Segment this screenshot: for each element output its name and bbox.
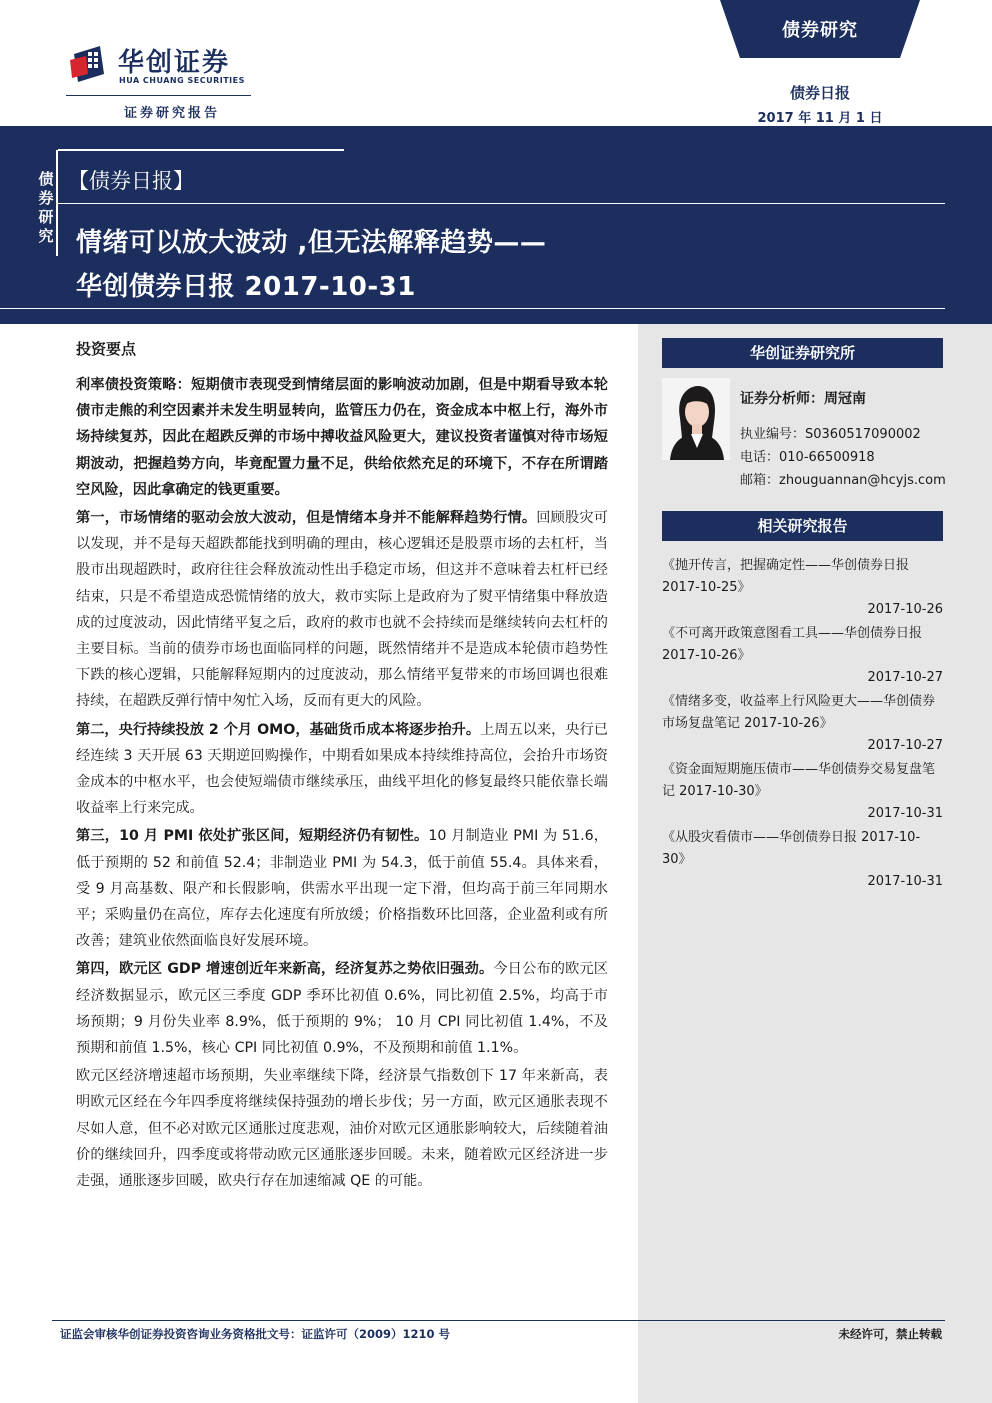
brand-name-en: HUA CHUANG SECURITIES bbox=[119, 76, 245, 85]
list-item[interactable] bbox=[662, 759, 943, 825]
list-item[interactable] bbox=[662, 827, 943, 893]
header-badge: 债券研究 bbox=[782, 20, 858, 41]
related-report-title[interactable]: 《从股灾看债市——华创债券日报 2017-10-30》 bbox=[662, 830, 921, 867]
banner-separator bbox=[58, 203, 945, 204]
footer-license-note: 证监会审核华创证券投资咨询业务资格批文号：证监许可（2009）1210 号 bbox=[60, 1327, 451, 1341]
brand-name-cn: 华创证券 bbox=[118, 48, 231, 78]
related-report-date: 2017-10-27 bbox=[867, 738, 943, 753]
analyst-photo bbox=[662, 378, 730, 460]
banner-bottom-line bbox=[0, 308, 945, 309]
list-item[interactable] bbox=[662, 691, 943, 757]
analyst-name: 证券分析师：周冠南 bbox=[740, 391, 866, 407]
analyst-phone: 电话：010-66500918 bbox=[740, 450, 875, 465]
related-reports-list bbox=[662, 555, 943, 895]
logo-mark-icon bbox=[66, 44, 110, 88]
paragraph bbox=[76, 956, 608, 1061]
institute-heading: 华创证券研究所 bbox=[662, 338, 943, 368]
paragraph bbox=[76, 1063, 608, 1194]
footer-copyright: 未经许可，禁止转载 bbox=[838, 1327, 942, 1341]
banner-top-line bbox=[58, 149, 344, 151]
related-report-title[interactable]: 《资金面短期施压债市——华创债券交易复盘笔记 2017-10-30》 bbox=[662, 762, 936, 799]
list-item[interactable] bbox=[662, 623, 943, 689]
logo-divider bbox=[66, 95, 251, 96]
paragraph-text: 今日公布的欧元区经济数据显示，欧元区三季度 GDP 季环比初值 0.6%，同比初值 2.5%，均高于市场预期；9 月份失业率 8.9%，低于预期的 9%； 10 月 CPI 同比初值 1.4%，不及预期和前值 1.5%，核心 CPI 同比初值 0.9%，不及预期和前值 1.1%。 bbox=[76, 961, 608, 1057]
related-report-date: 2017-10-27 bbox=[867, 670, 943, 685]
paragraph-text: 回顾股灾可以发现，并不是每天超跌都能找到明确的理由，核心逻辑还是股票市场的去杠杆，当股市出现超跌时，政府往往会释放流动性出手稳定市场，但这并不意味着去杠杆已经结束，只是不希望造成恐慌情绪的放大，救市实际上是政府为了熨平情绪集中释放造成的过度波动，因此情绪平复之后，政府的救市也就不会持续而是继续转向去杠杆的主要目标。当前的债券市场也面临同样的问题，既然情绪并不是造成本轮债市趋势性下跌的核心逻辑，只能解释短期内的过度波动，那么情绪平复带来的市场回调也很难持续，在超跌反弹行情中匆忙入场，反而有更大的风险。 bbox=[76, 510, 608, 710]
banner-category-label: 【债券日报】 bbox=[68, 169, 194, 193]
paragraph-lead: 第一，市场情绪的驱动会放大波动，但是情绪本身并不能解释趋势行情。 bbox=[76, 510, 537, 527]
section-title: 投资要点 bbox=[76, 340, 137, 358]
related-report-date: 2017-10-31 bbox=[867, 874, 943, 889]
paragraph-text: 欧元区经济增速超市场预期，失业率继续下降，经济景气指数创下 17 年来新高，表明欧元区经在今年四季度将继续保持强劲的增长步伐；另一方面，欧元区通胀表现不尽如人意，但不必对欧元区通胀过度悲观，油价对欧元区通胀影响较大，后续随着油价的继续回升，四季度或将带动欧元区通胀逐步回暖。未来，随着欧元区经济进一步走强，通胀逐步回暖，欧央行存在加速缩减 QE 的可能。 bbox=[76, 1068, 608, 1190]
paragraph-lead: 第三，10 月 PMI 依处扩张区间，短期经济仍有韧性。 bbox=[76, 828, 429, 845]
report-body bbox=[76, 372, 608, 1196]
company-logo bbox=[66, 40, 266, 96]
analyst-license: 执业编号：S0360517090002 bbox=[740, 427, 921, 442]
analyst-email: 邮箱：zhouguannan@hcyjs.com bbox=[740, 473, 946, 488]
related-report-title[interactable]: 《抛开传言，把握确定性——华创债券日报 2017-10-25》 bbox=[662, 558, 910, 595]
paragraph bbox=[76, 372, 608, 503]
banner-vertical-label: 债券研究 bbox=[38, 170, 54, 245]
report-type: 债券日报 bbox=[789, 84, 850, 102]
related-reports-heading: 相关研究报告 bbox=[662, 511, 943, 541]
paragraph bbox=[76, 717, 608, 822]
report-title-line2: 华创债券日报 2017-10-31 bbox=[76, 272, 416, 302]
brand-subtitle: 证券研究报告 bbox=[124, 106, 221, 121]
paragraph-text: 10 月制造业 PMI 为 51.6，低于预期的 52 和前值 52.4；非制造业 PMI 为 54.3，低于前值 55.4。具体来看，受 9 月高基数、限产和长假影响，供需水平出现一定下滑，但均高于前三年同期水平；采购量仍在高位，库存去化速度有所放缓；价格指数环比回落，企业盈利或有所改善；建筑业依然面临良好发展环境。 bbox=[76, 828, 608, 950]
paragraph bbox=[76, 505, 608, 715]
related-report-date: 2017-10-26 bbox=[867, 602, 943, 617]
paragraph bbox=[76, 823, 608, 954]
related-report-title[interactable]: 《情绪多变，收益率上行风险更大——华创债券市场复盘笔记 2017-10-26》 bbox=[662, 694, 936, 731]
list-item[interactable] bbox=[662, 555, 943, 621]
paragraph-lead: 第四，欧元区 GDP 增速创近年来新高，经济复苏之势依旧强劲。 bbox=[76, 961, 494, 978]
related-report-date: 2017-10-31 bbox=[867, 806, 943, 821]
report-title-line1: 情绪可以放大波动 ,但无法解释趋势—— bbox=[76, 228, 547, 258]
footer-rule bbox=[52, 1320, 945, 1321]
analyst-portrait-icon bbox=[662, 378, 730, 460]
paragraph-text: 上周五以来，央行已经连续 3 天开展 63 天期逆回购操作，中期看如果成本持续维持高位，会抬升市场资金成本的中枢水平，也会使短端债市继续承压，曲线平坦化的修复最终只能依靠长端收益率上行来完成。 bbox=[76, 721, 608, 817]
paragraph-lead: 利率债投资策略：短期债市表现受到情绪层面的影响波动加剧，但是中期看导致本轮债市走熊的利空因素并未发生明显转向，监管压力仍在，资金成本中枢上行，海外市场持续复苏，因此在超跌反弹的市场中搏收益风险更大，建议投资者谨慎对待市场短期波动，把握趋势方向，毕竟配置力量不足，供给依然充足的环境下，不存在所谓踏空风险，因此拿确定的钱更重要。 bbox=[76, 377, 608, 498]
related-report-title[interactable]: 《不可离开政策意图看工具——华创债券日报 2017-10-26》 bbox=[662, 626, 923, 663]
report-date: 2017 年 11 月 1 日 bbox=[757, 111, 883, 126]
paragraph-lead: 第二，央行持续投放 2 个月 OMO，基础货币成本将逐步抬升。 bbox=[76, 721, 481, 738]
